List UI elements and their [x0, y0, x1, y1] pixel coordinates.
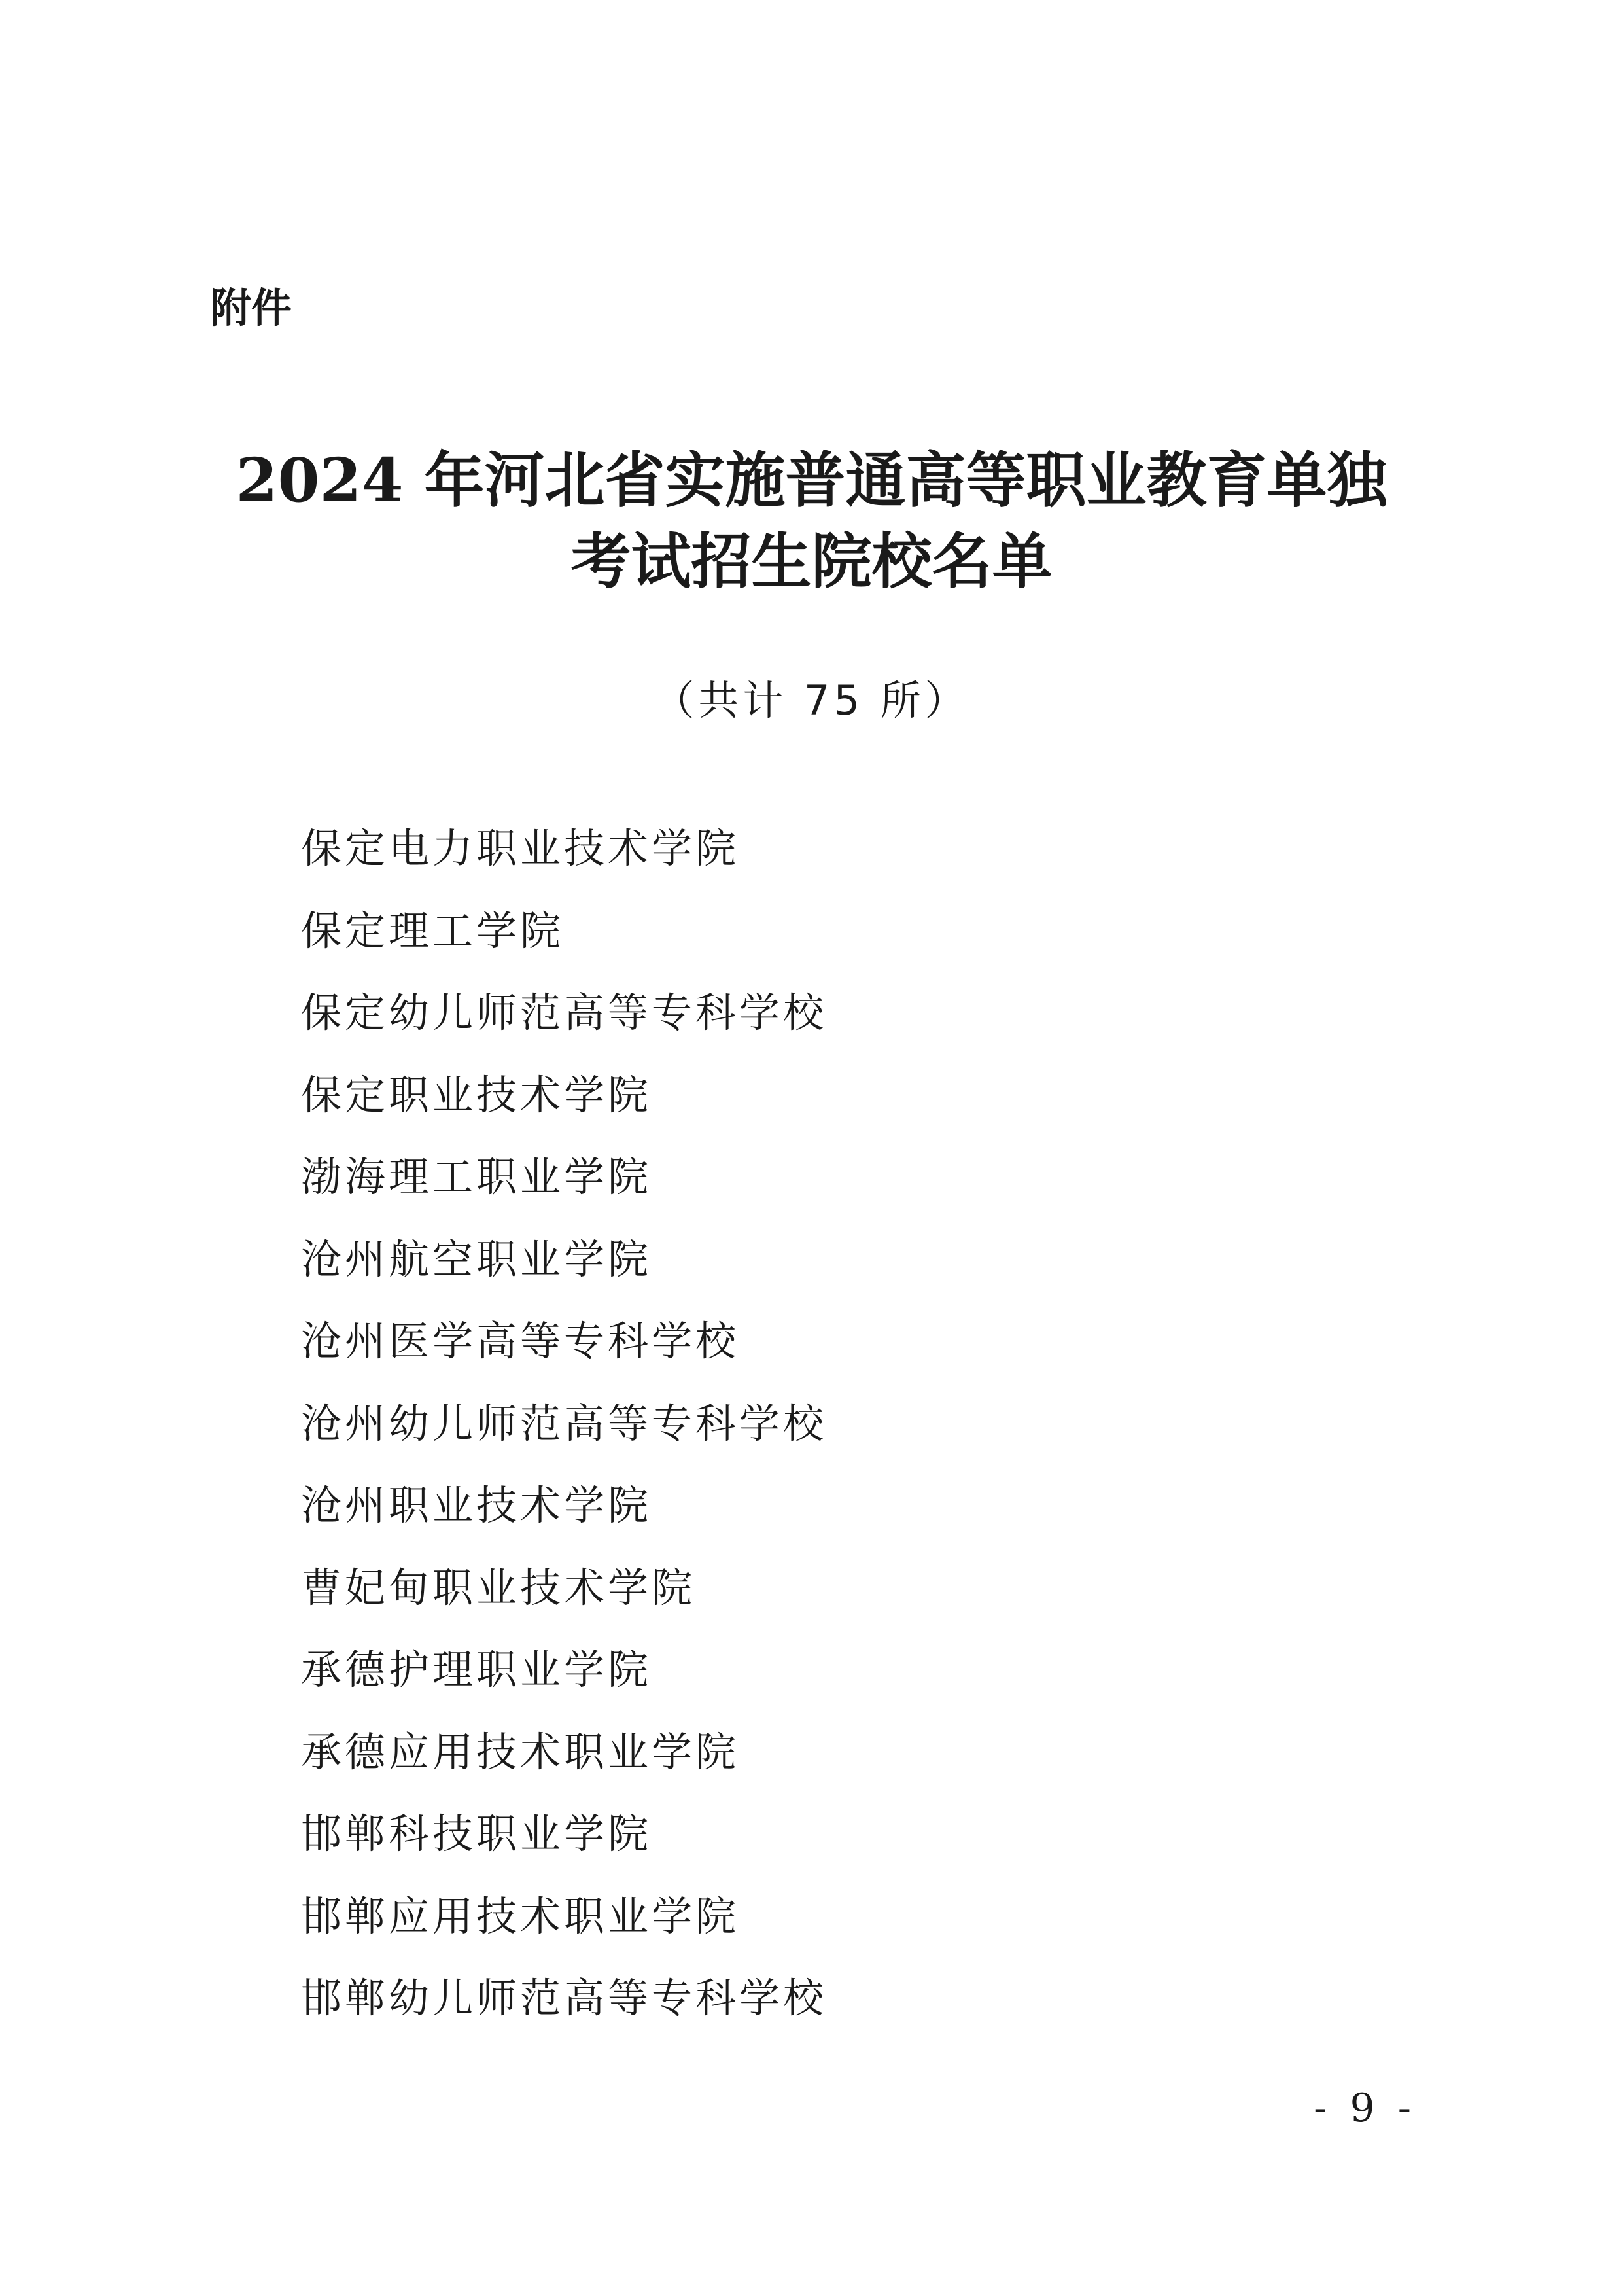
school-item: 沧州幼儿师范高等专科学校	[301, 1399, 828, 1447]
school-item: 保定理工学院	[301, 906, 565, 955]
school-item: 承德护理职业学院	[301, 1646, 652, 1693]
school-item: 保定电力职业技术学院	[301, 824, 740, 872]
school-item: 沧州职业技术学院	[301, 1481, 652, 1529]
attachment-label: 附件	[211, 284, 292, 332]
school-item: 承德应用技术职业学院	[301, 1727, 740, 1776]
school-list	[301, 822, 827, 2054]
document-title-line-1: 2024 年河北省实施普通高等职业教育单独	[236, 445, 1387, 516]
school-count-subtitle: （共计 75 所）	[654, 677, 969, 724]
document-title-line-2: 考试招生院校名单	[570, 526, 1053, 597]
school-item: 曹妃甸职业技术学院	[301, 1563, 696, 1612]
school-item: 沧州航空职业学院	[301, 1235, 652, 1283]
school-item: 邯郸科技职业学院	[301, 1810, 652, 1858]
school-item: 渤海理工职业学院	[301, 1153, 652, 1201]
school-item: 邯郸应用技术职业学院	[301, 1892, 740, 1940]
page-number: - 9 -	[1314, 2085, 1416, 2131]
school-item: 保定职业技术学院	[301, 1070, 652, 1119]
school-item: 邯郸幼儿师范高等专科学校	[301, 1974, 828, 2022]
school-item: 保定幼儿师范高等专科学校	[301, 989, 828, 1036]
school-item: 沧州医学高等专科学校	[301, 1317, 740, 1365]
